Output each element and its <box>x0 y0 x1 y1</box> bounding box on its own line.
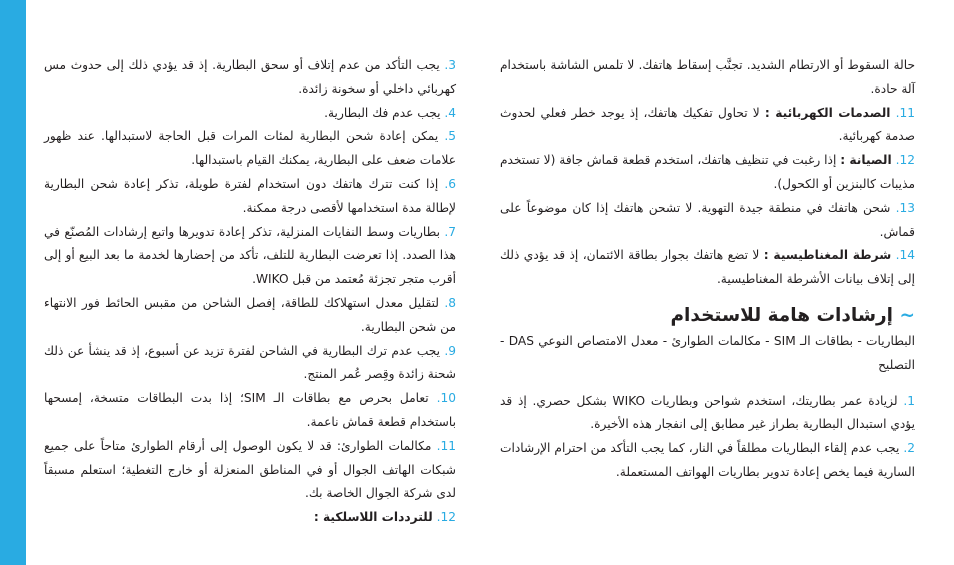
intro-paragraph: حالة السقوط أو الارتطام الشديد. تجنَّب إسقاط هاتفك. لا تلمس الشاشة باستخدام آلة حادة. <box>500 58 915 96</box>
item-title: شرطة المغناطيسية : <box>763 248 892 263</box>
item-number: 8. <box>444 295 457 310</box>
item-text: لزيادة عمر بطاريتك، استخدم شواحن وبطاريات WIKO بشكل حصري. إذ قد يؤدي استبدال البطارية بطراز غير مطابق إلى انفجار هذه الأخيرة. <box>500 393 915 432</box>
item-number: 14. <box>895 248 916 263</box>
left-column <box>44 54 456 530</box>
section-title <box>500 302 915 330</box>
tilde-mark: ~ <box>899 304 915 326</box>
list-item <box>44 102 456 126</box>
item-title: للترددات اللاسلكية : <box>313 510 433 525</box>
item-number: 5. <box>444 129 456 144</box>
item-number: 3. <box>444 58 456 72</box>
list-item <box>44 54 456 102</box>
item-text: يجب عدم فك البطارية. <box>324 105 441 120</box>
list-item <box>500 437 915 485</box>
item-text: لا تحاول تفكيك هاتفك، إذ يوجد خطر فعلي لحدوث صدمة كهربائية. <box>500 105 915 144</box>
item-text: يجب التأكد من عدم إتلاف أو سحق البطارية. إذ قد يؤدي ذلك إلى حدوث مس كهربائي داخلي أو سخونة زائدة. <box>44 58 456 96</box>
item-number: 10. <box>436 391 456 406</box>
list-item <box>44 387 456 435</box>
item-text: لتقليل معدل استهلاكك للطاقة، إفصل الشاحن من مقبس الحائط فور الانتهاء من شحن البطارية. <box>44 295 456 334</box>
list-item <box>44 292 456 340</box>
section-title-text: إرشادات هامة للاستخدام <box>670 304 894 326</box>
accent-side-bar <box>0 0 26 565</box>
item-text: لا تضع هاتفك بجوار بطاقة الائتمان، إذ قد يؤدي ذلك إلى إتلاف بيانات الأشرطة المغناطيسية. <box>500 248 915 287</box>
item-number: 13. <box>895 200 915 215</box>
item-number: 7. <box>444 224 456 239</box>
item-text: شحن هاتفك في منطقة جيدة التهوية. لا تشحن هاتفك إذا كان موضوعاً على قماش. <box>500 200 915 239</box>
list-item <box>44 221 456 292</box>
item-text: بطاريات وسط النفايات المنزلية، تذكر إعادة تدويرها واتبع إرشادات المُصنّع في هذا الصدد. إذا تعرضت البطارية للتلف، تأكد من إحضارها لخدمة ما بعد البيع أو إلى أقرب متجر تجزئة مُعتمد من قبل WIKO. <box>44 224 456 287</box>
item-number: 1. <box>903 393 915 408</box>
item-text: إذا كنت تترك هاتفك دون استخدام لفترة طويلة، تذكر إعادة شحن البطارية لإطالة مدة استخدامها لأقصى درجة ممكنة. <box>44 176 456 215</box>
item-text: يجب عدم إلقاء البطاريات مطلقاً في النار، كما يجب التأكد من احترام الإرشادات السارية فيما يخص إعادة تدوير بطاريات الهواتف المستعملة. <box>500 441 915 479</box>
item-number: 11. <box>436 438 456 453</box>
item-number: 12. <box>895 153 915 168</box>
list-item <box>44 506 456 530</box>
item-title: الصدمات الكهربائية : <box>764 105 891 120</box>
item-number: 4. <box>444 105 456 120</box>
section-subtitle: البطاريات - بطاقات الـ SIM - مكالمات الطوارئ - معدل الامتصاص النوعي DAS - التصليح <box>500 333 915 372</box>
list-item <box>44 125 456 173</box>
list-item <box>44 173 456 221</box>
item-title: الصيانة : <box>840 153 892 168</box>
item-text: إذا رغبت في تنظيف هاتفك، استخدم قطعة قماش جافة (لا تستخدم مذيبات كالبنزين أو الكحول). <box>500 153 915 191</box>
item-number: 12. <box>436 510 456 525</box>
item-number: 11. <box>895 105 916 120</box>
spacer <box>500 378 915 390</box>
list-item <box>44 340 456 388</box>
item-text: يجب عدم ترك البطارية في الشاحن لفترة تزيد عن أسبوع، إذ قد ينشأ عن ذلك شحنة زائدة وقِصر عُمر المنتج. <box>44 343 456 382</box>
list-item <box>500 244 915 292</box>
item-number: 9. <box>444 343 456 358</box>
item-text: مكالمات الطوارئ: قد لا يكون الوصول إلى أرقام الطوارئ متاحاً على جميع شبكات الهاتف الجوال أو في المناطق المنعزلة أو خارج التغطية؛ استعلم مسبقاً لدى شركة الجوال الخاصة بك. <box>44 438 456 501</box>
right-column <box>500 54 915 485</box>
list-item <box>500 197 915 245</box>
item-text: تعامل بحرص مع بطاقات الـ SIM؛ إذا بدت البطاقات متسخة، إمسحها باستخدام قطعة قماش ناعمة. <box>44 391 456 429</box>
item-number: 6. <box>444 176 456 191</box>
list-item <box>44 435 456 506</box>
item-number: 2. <box>903 441 916 456</box>
list-item <box>500 149 915 197</box>
item-text: يمكن إعادة شحن البطارية لمئات المرات قبل الحاجة لاستبدالها. عند ظهور علامات ضعف على البطارية، يمكنك القيام باستبدالها. <box>44 129 456 168</box>
list-item <box>500 102 915 150</box>
list-item <box>500 390 915 438</box>
